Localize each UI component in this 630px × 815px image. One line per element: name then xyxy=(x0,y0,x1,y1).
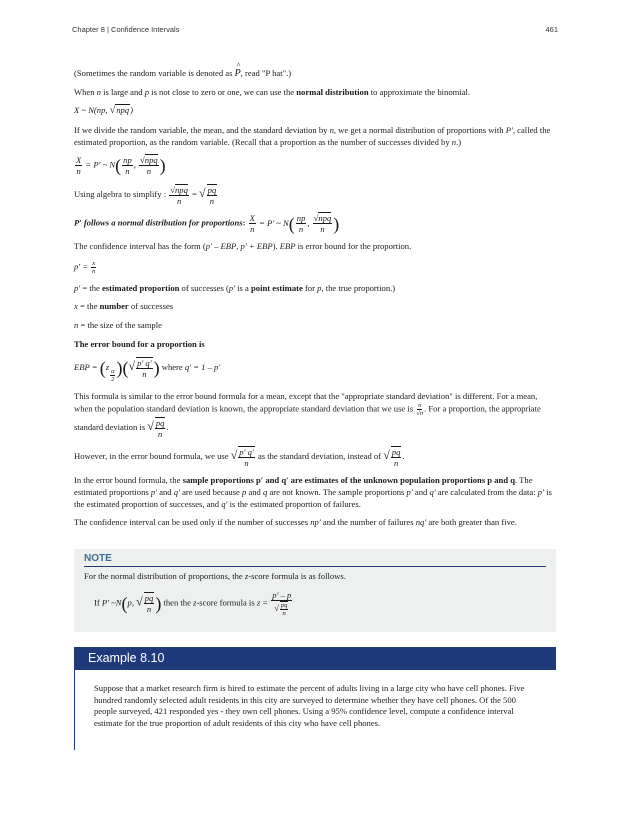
note-divider xyxy=(84,566,546,567)
main-text xyxy=(74,60,558,536)
note-formula: If P′ ~N(p, √ $\frac{pq}{n}$ ) then the z-score formula is z = p′ – p √ $\frac{pq}{n}$ xyxy=(94,589,292,617)
example-title: Example 8.10 xyxy=(88,651,165,665)
example-header xyxy=(74,647,556,670)
paragraph-conditions: The confidence interval can be used only if the number of successes np′ and the number of failures nq′ are both greater than five. xyxy=(74,517,517,528)
paragraph-appropriate-sd: This formula is similar to the error bound formula for a mean, except that the "appropriate standard deviation" is different. For a mean, when the population standard deviation is known, the appropriate standard deviation that we use is $\frac{\sigma}{√n}$ . For a proportion, the appropriate standard deviation is √ $\frac{pq}{n}$ . xyxy=(74,390,541,440)
note-text: For the normal distribution of proportions, the z-score formula is as follows. xyxy=(84,571,346,581)
p-hat-symbol: ^ P xyxy=(234,61,241,79)
paragraph-divide-by-n: If we divide the random variable, the mean, and the standard deviation by n, we get a normal distribution of proportions with P′, called the estimated proportion, as the random variable. (Recall that a proportion as the number of successes divided by n.) xyxy=(74,125,551,147)
example-body: Suppose that a market research firm is hired to estimate the percent of adults living in a large city who have cell phones. Five hundred randomly selected adult residents in this city are surveyed to determine whether they have cell phones. Of the 500 people surveyed, 421 responded yes - they own cell phones. Using a 95% confidence level, compute a confidence interval estimate for the true proportion of adult residents of this city who have cell phones. xyxy=(94,683,525,728)
paragraph-however: However, in the error bound formula, we use √ $\frac{p' q'}{n}$ as the standard deviation, instead of √ $\frac{pq}{n}$ . xyxy=(74,447,405,469)
equation-p-prime: p′ = $\frac{x}{n}$ xyxy=(74,259,96,275)
paragraph-simplify: Using algebra to simplify : $\frac{\text{√npq}}{n}$ = √ $\frac{pq}{n}$ xyxy=(74,184,217,207)
paragraph-sample-proportions: In the error bound formula, the sample proportions p′ and q′ are estimates of the unknown population proportions p and q. The estimated proportions p′ and q′ are used because p and q are not known. The sample proportions p′ and q′ are calculated from the data: p′ is the estimated proportion of successes, and q′ is the estimated proportion of failures. xyxy=(74,475,552,509)
paragraph-ci-form: The confidence interval has the form (p′ – EBP, p′ + EBP). EBP is error bound for the proportion. xyxy=(74,241,412,252)
paragraph-p-hat: (Sometimes the random variable is denoted as ^ P, read "P hat".) xyxy=(74,61,292,79)
running-header-chapter: Chapter 8 | Confidence Intervals xyxy=(72,25,180,34)
definition-p-prime: p′ = the estimated proportion of successes (p′ is a point estimate for p, the true proportion.) xyxy=(74,282,396,293)
note-body xyxy=(84,571,544,617)
heading-error-bound: The error bound for a proportion is xyxy=(74,338,205,349)
equation-x-binomial: X ~ N(np, √npq) xyxy=(74,105,133,117)
equation-proportion-distribution: $\frac{X}{n}$ = P′ ~ N( $\frac{np}{n}$ , $\frac{\text{√npq}}{n}$ ) xyxy=(76,155,166,177)
note-title: NOTE xyxy=(84,553,112,564)
paragraph-follows-normal: P′ follows a normal distribution for proportions: $\frac{X}{n}$ = P′ ~ N( $\frac{np}{n}$ , $\frac{\text{√npq}}{n}$ ) xyxy=(74,213,340,235)
definition-n: n = the size of the sample xyxy=(74,319,162,330)
definition-x: x = the number of successes xyxy=(74,301,174,312)
example-left-bar xyxy=(74,670,75,750)
equation-ebp: EBP = (z $\frac{\alpha}{2}$ )(√ $\frac{p' q'}{n}$ ) where q′ = 1 – p′ xyxy=(74,358,221,383)
page-number: 461 xyxy=(545,25,558,34)
paragraph-normal-approx: When n is large and p is not close to zero or one, we can use the normal distribution to approximate the binomial. xyxy=(74,86,471,97)
note-box xyxy=(74,549,556,632)
